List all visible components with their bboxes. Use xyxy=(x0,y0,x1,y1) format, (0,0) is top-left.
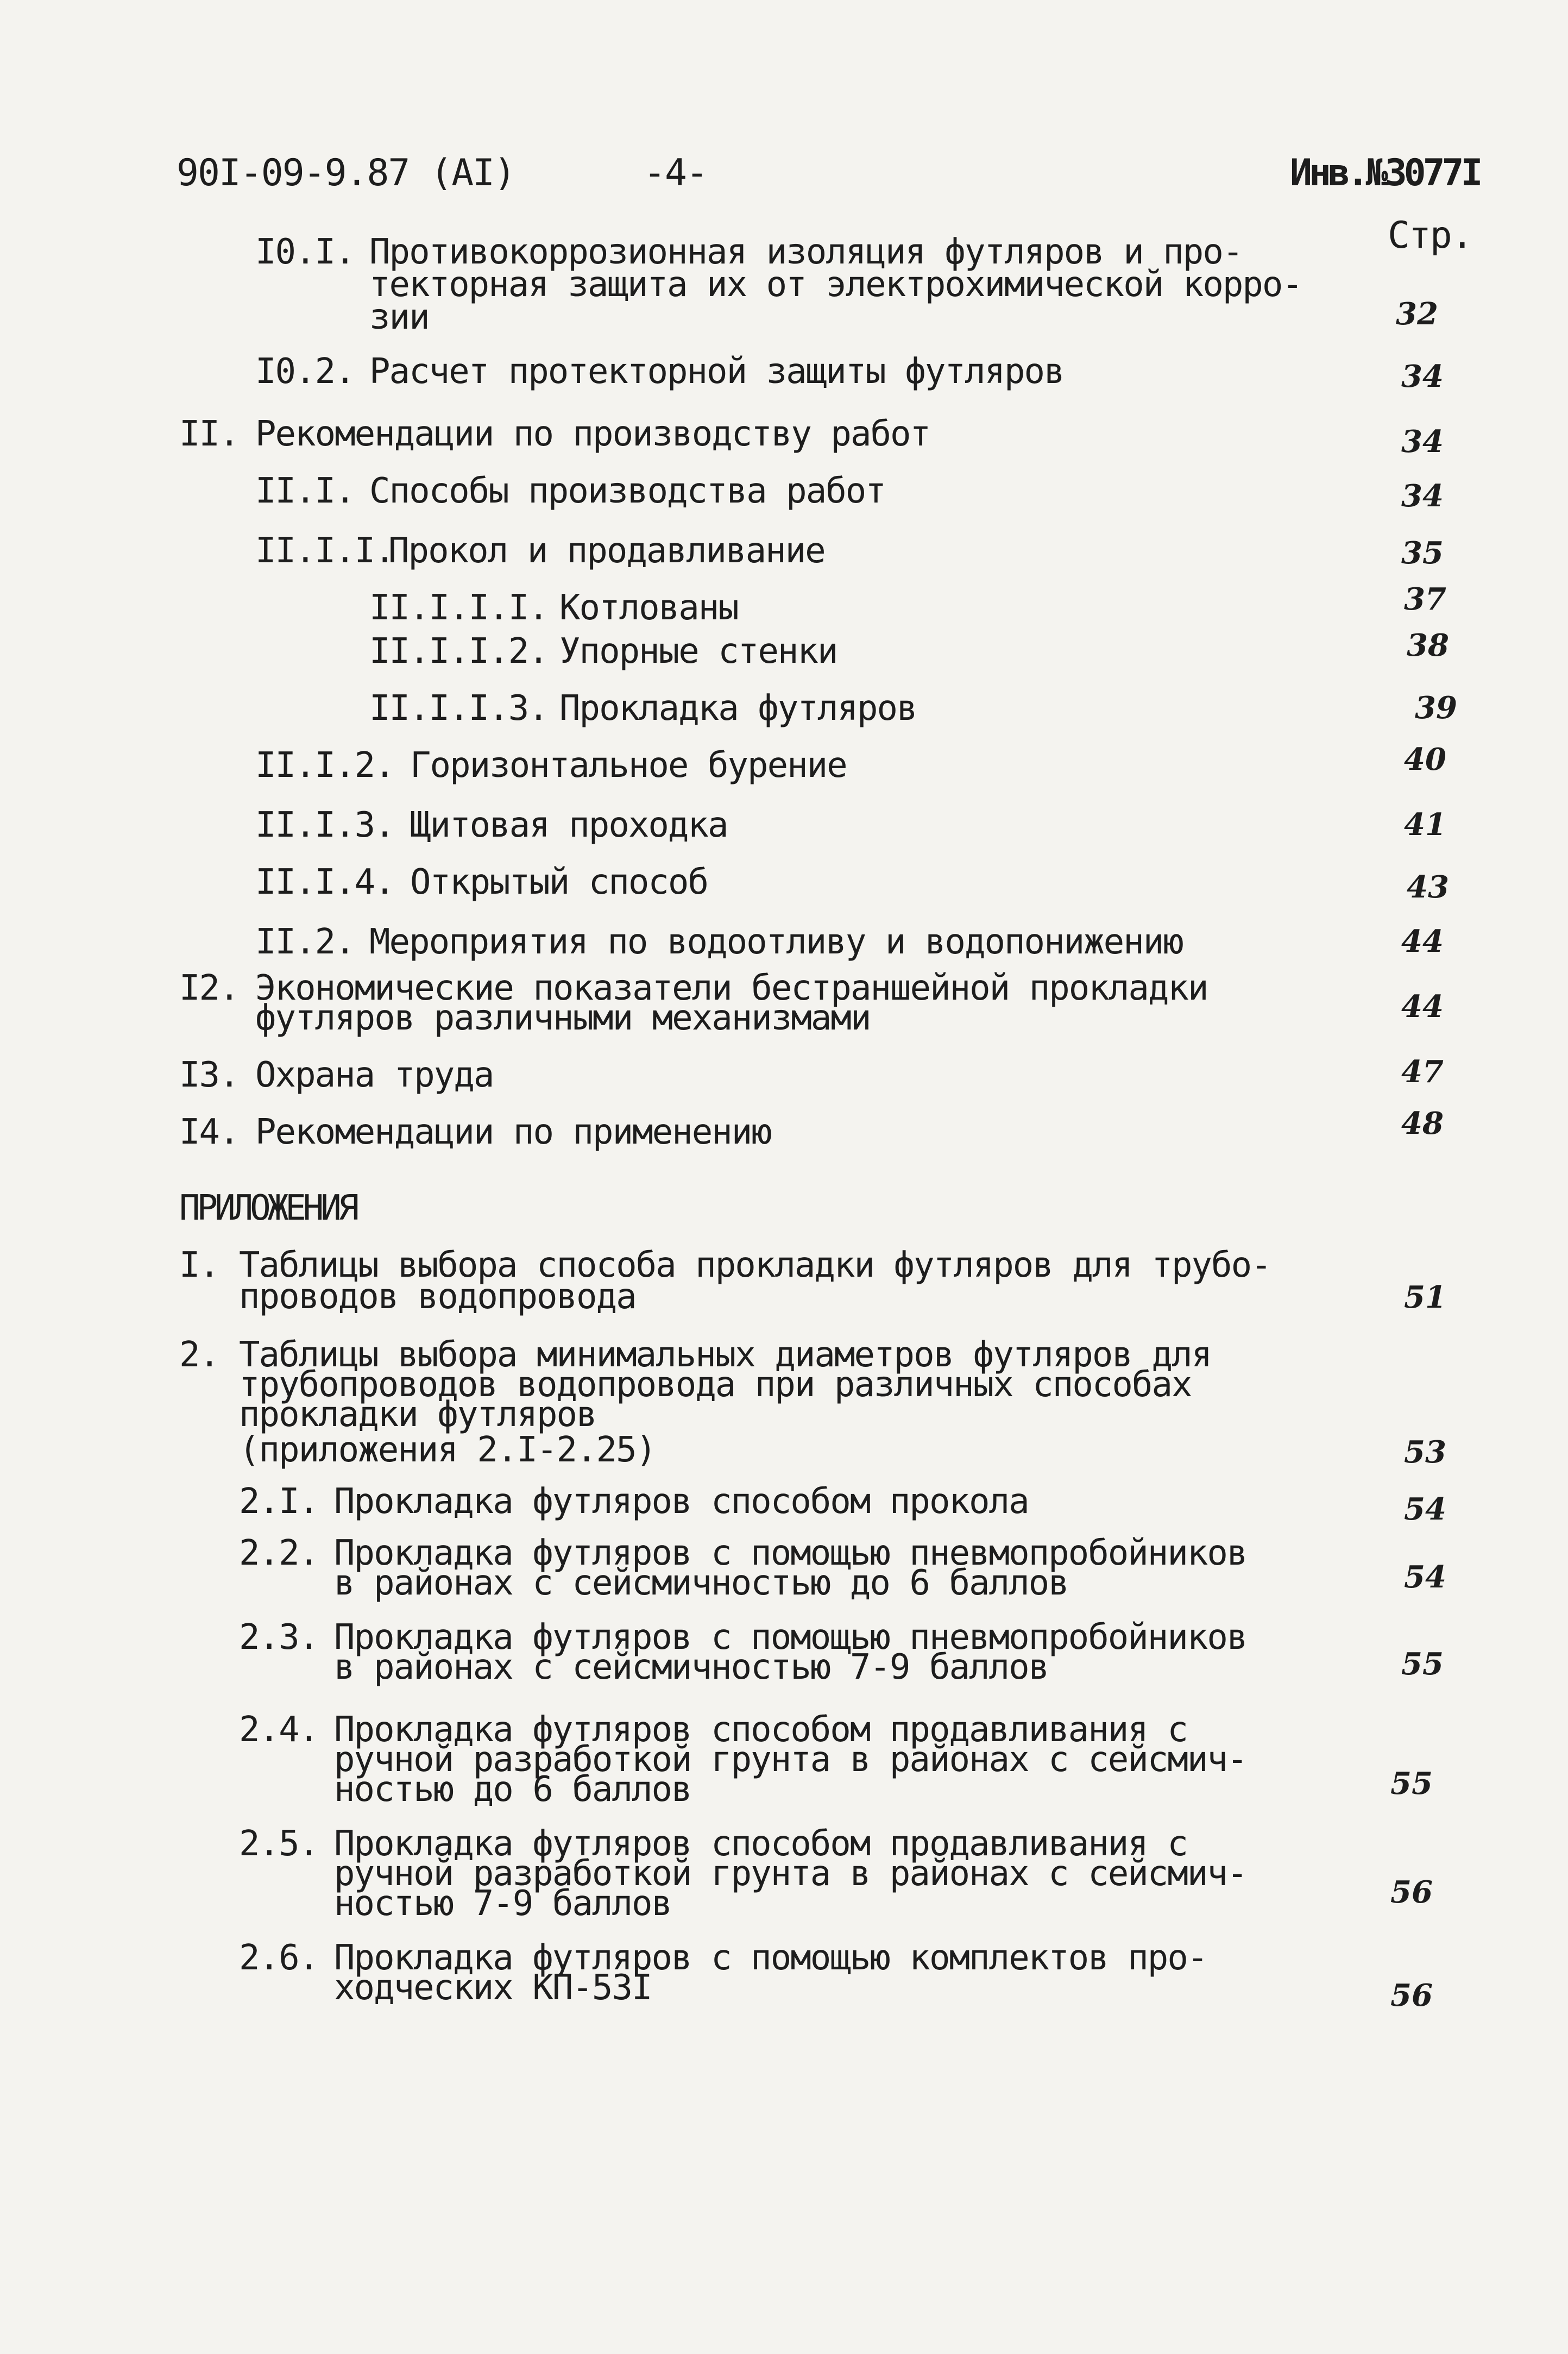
appendix-page: 51 xyxy=(1404,1279,1446,1315)
appendix-title-line: ностью 7-9 баллов xyxy=(334,1884,672,1924)
toc-number: II.I. xyxy=(255,471,355,511)
appendix-title-line: проводов водопровода xyxy=(239,1277,636,1317)
toc-page: 44 xyxy=(1401,989,1444,1025)
toc-title-line: Мероприятия по водоотливу и водопонижению xyxy=(369,922,1183,962)
appendix-page: 55 xyxy=(1401,1646,1444,1682)
toc-title-line: текторная защита их от электрохимической корро- xyxy=(369,265,1302,305)
appendix-title-line: ручной разработкой грунта в районах с сейсмич- xyxy=(334,1740,1247,1780)
toc-page: 34 xyxy=(1401,359,1444,394)
appendix-number: I. xyxy=(179,1245,219,1285)
toc-number: II.I.3. xyxy=(255,805,394,845)
appendix-number: 2. xyxy=(179,1335,219,1375)
toc-page: 44 xyxy=(1401,924,1444,959)
appendix-page: 53 xyxy=(1404,1434,1446,1470)
toc-number: II. xyxy=(179,414,239,454)
toc-number: I0.I. xyxy=(255,232,355,272)
appendix-heading: ПРИЛОЖЕНИЯ xyxy=(179,1188,356,1228)
toc-number: II.I.I.2. xyxy=(369,631,548,671)
appendix-title-line: в районах с сейсмичностью 7-9 баллов xyxy=(334,1647,1049,1687)
appendix-title-line: Прокладка футляров с помощью комплектов про- xyxy=(334,1938,1207,1978)
toc-title-line: футляров различными механизмами xyxy=(255,998,871,1038)
toc-title-line: Открытый способ xyxy=(410,862,708,902)
toc-title-line: Способы производства работ xyxy=(369,471,885,511)
toc-number: I0.2. xyxy=(255,351,355,392)
appendix-title-line: Прокладка футляров способом продавливания с xyxy=(334,1710,1187,1750)
appendix-number: 2.6. xyxy=(239,1938,319,1978)
toc-number: II.I.I.3. xyxy=(369,688,548,729)
toc-title-line: Рекомендации по применению xyxy=(255,1112,771,1152)
toc-page: 41 xyxy=(1404,807,1446,843)
appendix-title-line: Прокладка футляров с помощью пневмопробойников xyxy=(334,1533,1247,1573)
toc-title-line: Упорные стенки xyxy=(559,631,837,671)
appendix-page: 56 xyxy=(1390,1874,1433,1910)
toc-number: I3. xyxy=(179,1055,239,1095)
appendix-title-line: в районах с сейсмичностью до 6 баллов xyxy=(334,1563,1068,1603)
toc-number: II.I.I.I. xyxy=(369,588,548,628)
toc-number: II.I.I. xyxy=(255,531,394,571)
page-number: -4- xyxy=(644,152,707,194)
appendix-title-line: ручной разработкой грунта в районах с сейсмич- xyxy=(334,1854,1247,1894)
toc-title-line: Прокладка футляров xyxy=(559,688,917,729)
appendix-number: 2.4. xyxy=(239,1710,319,1750)
toc-page: 43 xyxy=(1407,869,1449,905)
appendix-number: 2.5. xyxy=(239,1824,319,1864)
appendix-title-line: трубопроводов водопровода при различных способах xyxy=(239,1365,1192,1405)
toc-page: 37 xyxy=(1404,581,1446,617)
inventory-number: Инв.№3077I xyxy=(1290,152,1480,194)
toc-title-line: Котлованы xyxy=(559,588,738,628)
page-column-label: Стр. xyxy=(1388,214,1472,257)
appendix-page: 54 xyxy=(1404,1491,1446,1527)
toc-page: 39 xyxy=(1415,690,1457,726)
toc-page: 48 xyxy=(1401,1106,1444,1141)
toc-page: 38 xyxy=(1407,627,1449,663)
toc-title-line: Экономические показатели бестраншейной прокладки xyxy=(255,968,1208,1008)
appendix-title-line: (приложения 2.I-2.25) xyxy=(239,1430,656,1470)
toc-page: 47 xyxy=(1401,1054,1444,1090)
toc-page: 35 xyxy=(1401,535,1444,571)
appendix-page: 54 xyxy=(1404,1559,1446,1595)
toc-page: 40 xyxy=(1404,742,1446,777)
appendix-title-line: Прокладка футляров с помощью пневмопробойников xyxy=(334,1617,1247,1658)
toc-page: 32 xyxy=(1396,296,1438,332)
toc-number: I2. xyxy=(179,968,239,1008)
appendix-title-line: Прокладка футляров способом продавливания с xyxy=(334,1824,1187,1864)
appendix-page: 55 xyxy=(1390,1766,1433,1801)
appendix-title-line: прокладки футляров xyxy=(239,1395,596,1435)
appendix-title-line: Таблицы выбора способа прокладки футляров для трубо- xyxy=(239,1245,1271,1285)
doc-code: 90I-09-9.87 (AI) xyxy=(177,152,515,194)
toc-title-line: Расчет протекторной защиты футляров xyxy=(369,351,1064,392)
appendix-title-line: Таблицы выбора минимальных диаметров футляров для xyxy=(239,1335,1212,1375)
toc-page: 34 xyxy=(1401,478,1444,514)
toc-title-line: Прокол и продавливание xyxy=(388,531,825,571)
toc-title-line: Щитовая проходка xyxy=(410,805,728,845)
toc-title-line: зии xyxy=(369,297,429,337)
appendix-number: 2.I. xyxy=(239,1482,319,1522)
appendix-title-line: Прокладка футляров способом прокола xyxy=(334,1482,1029,1522)
appendix-page: 56 xyxy=(1390,1978,1433,2013)
appendix-title-line: ностью до 6 баллов xyxy=(334,1769,691,1810)
toc-number: II.I.2. xyxy=(255,745,394,786)
toc-title-line: Охрана труда xyxy=(255,1055,494,1095)
toc-number: I4. xyxy=(179,1112,239,1152)
toc-number: II.2. xyxy=(255,922,355,962)
appendix-title-line: ходческих КП-53I xyxy=(334,1968,652,2008)
toc-title-line: Противокоррозионная изоляция футляров и про- xyxy=(369,232,1243,272)
toc-title-line: Горизонтальное бурение xyxy=(410,745,847,786)
toc-page: 34 xyxy=(1401,424,1444,460)
toc-number: II.I.4. xyxy=(255,862,394,902)
appendix-number: 2.3. xyxy=(239,1617,319,1658)
toc-title-line: Рекомендации по производству работ xyxy=(255,414,930,454)
appendix-number: 2.2. xyxy=(239,1533,319,1573)
